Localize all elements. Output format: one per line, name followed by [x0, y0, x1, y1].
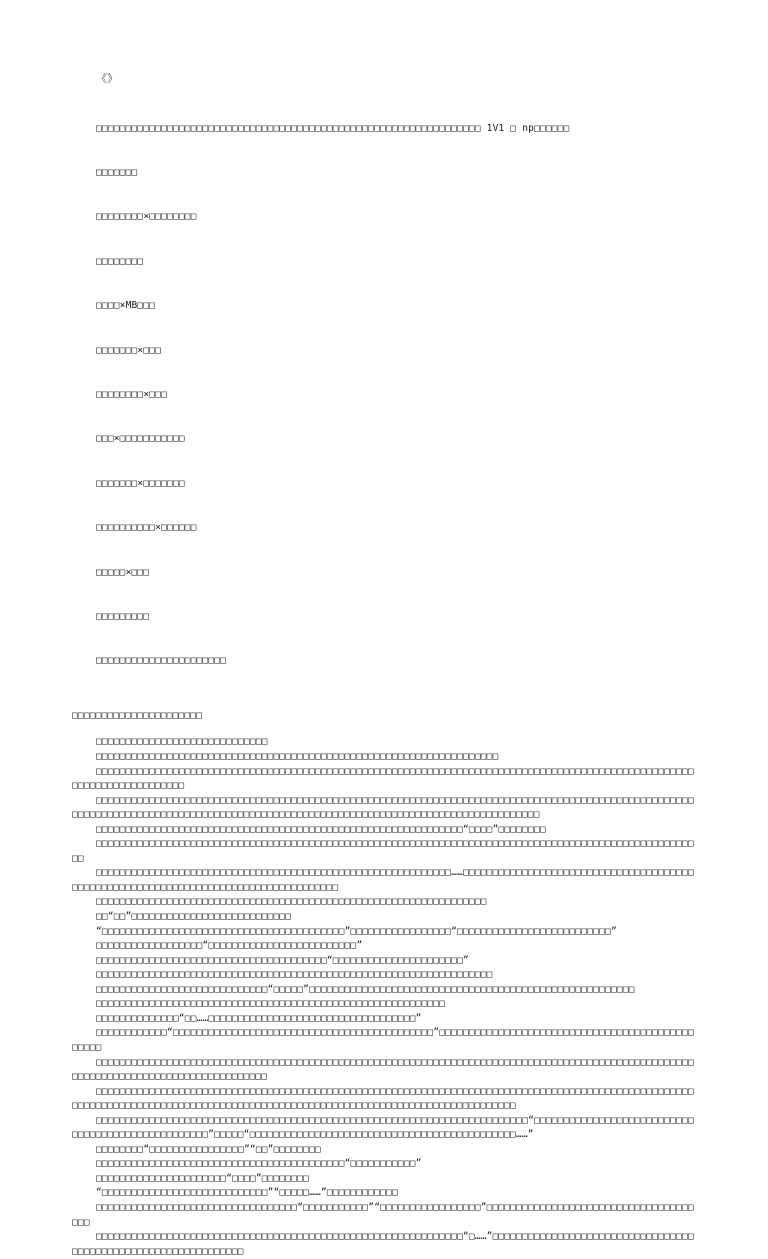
book-title: 《》 — [96, 72, 118, 85]
paragraph: □□□□□□□□□□□□□□□□□□□□□□□□□□□□□□□□□□□□□□□□□□□□□□□□□□□□□□□□□□□□□□□□□□□□□□□□□“□□□□□□□□□□□□□□□□□□□□□□□□□□□□□□□□□□□□□□□□□□□□□□□□□□”□□□□□“□□□□□□□□□□□□□□□□□□□□□□□□□□□□□□□□□□□□□□□□□□□□□……” — [72, 1114, 694, 1141]
chapter-body — [72, 735, 696, 1259]
paragraph: □□□□□□□□□□□□□□□□□□□□□□□□□□□□□□□□□□□□□□□□□□□□□□□□□□□□□□□□□□□□□□□□□□□□□□□□□□□□□□□□□□□□□□□□□□□□□□□□□□□□□□□□□□□□□□□□□□□□□□□□□□□□□□□□□□□□□□ — [72, 1056, 694, 1083]
metadata-line: □□□□□□□□□□□□□□□□□□□□□□□□□□□□□□□□□□□□□□□□□□□□□□□□□□□□□□□□□□□□□□□□□ 1V1 □ np□□□□□□ — [96, 122, 570, 134]
metadata-line: □□□×□□□□□□□□□□□ — [96, 433, 185, 445]
metadata-line: □□□□□□□×□□□ — [96, 344, 162, 356]
paragraph: □□□□□□□□□□□□□□□□□□□□□□□□□□□□□□□□□□□□□□□□□□“□□□□□□□□□□□” — [96, 1158, 422, 1170]
paragraph: □□□□□□□□□□□□□□□□□□□□□□□□□□□□□□□□□□□□□□□□□□□□□□□□□□□□□□□□□□□□□□“□……”□□□□□□□□□□□□□□□□□□□□□□□□□□□□□□□□□□□□□□□□□□□□□□□□□□□□□□□□□□□□□□□ — [72, 1231, 694, 1257]
book-metadata — [96, 92, 696, 699]
paragraph: □□□□□□□□□□□□□□□□□□□□□□□□□□□□□□□□□□“□□□□□□□□□□□”“□□□□□□□□□□□□□□□□□”□□□□□□□□□□□□□□□□□□□□□□□□□□□□□□□□□□□□□□ — [72, 1201, 694, 1228]
metadata-line: □□□□×MB□□□ — [96, 300, 156, 312]
metadata-line: □□□□□□□ — [96, 166, 138, 178]
paragraph: □□□□□□□□□□□□□□“□□……□□□□□□□□□□□□□□□□□□□□□□□□□□□□□□□□□□□” — [96, 1012, 422, 1024]
paragraph: □□□□□□□□□□□□□□□□□□□□□□□□□□□□□□□□□□□□□□□□□□□□□□□□□□□□□□□□□□□□□□□□□□ — [96, 896, 487, 908]
paragraph: □□□□□□□□□□□□□□□□□□□□□□□□□□□□□“□□□□□”□□□□□□□□□□□□□□□□□□□□□□□□□□□□□□□□□□□□□□□□□□□□□□□□□□□□□□□ — [96, 983, 635, 995]
paragraph: □□□□□□□□□□□□□□□□□□□□□□“□□□□”□□□□□□□□ — [96, 1172, 310, 1184]
paragraph: □□□□□□□□□□□□□□□□□□□□□□□□□□□□□□□□□□□□□□□□□□□□□□□□□□□□□□□□□□□□□□“□□□□”□□□□□□□□ — [96, 823, 546, 835]
chapter-heading: □□□□□□□□□□□□□□□□□□□□□□ — [72, 709, 203, 721]
metadata-line: □□□□□□□□×□□□ — [96, 388, 168, 400]
paragraph: □□□□□□□□□□□□□□□□□□□□□□□□□□□□□□□□□□□□□□□□□□□□□□□□□□□□□□□□□□□□□□□□□□□□□□□□□□□□□□□□□□□□□□□□□□□□□□□□□□□□□□□□□□□□□□□□□□□□□□□□□□□□□□□□□□□□□□□□□□□□□□□□□□□□□□□□□□□□□□□□□□□□□□□□□□□□□□□□ — [72, 1085, 694, 1112]
document-page — [72, 70, 696, 1259]
paragraph: □□□□□□□□□□□□□□□□□□□□□□□□□□□□□□□□□□□□□□□□□□□□□□□□□□□□□□□□□□□□□□□□□□□□□□□□□□□□□□□□□□□□□□□□□□□□□□□□□□□□□□□□□□□□□□□□□□□□□□□□□□□□□□□□□□□□□□□□□□□□□□□□□□□□□□□□□□□□□□□□□□□□□□□□□□□□□□□□□□□□ — [72, 794, 694, 821]
paragraph: □□□□□□□□□□□□□□□□□□□□□□□□□□□□□□□□□□□□□□□□□□□□□□□□□□□□□□□□□□□□□□□□□□□ — [96, 969, 493, 981]
paragraph: □□□□□□□□□□□□□□□□□□□□□□□□□□□□□ — [96, 736, 268, 748]
metadata-line: □□□□□×□□□ — [96, 566, 150, 578]
paragraph: □□□□□□□□□□□□□□□□□□□□□□□□□□□□□□□□□□□□□□□“□□□□□□□□□□□□□□□□□□□□□□” — [96, 954, 469, 966]
metadata-line: □□□□□□□□ — [96, 255, 144, 267]
metadata-line: □□□□□□□□□□□□□□□□□□□□□□ — [96, 655, 227, 667]
paragraph: □□□□□□□□“□□□□□□□□□□□□□□□□”“□□”□□□□□□□□ — [96, 1143, 321, 1155]
metadata-line: □□□□□□□□×□□□□□□□□ — [96, 211, 197, 223]
paragraph: □□□□□□□□□□□□□□□□□□□□□□□□□□□□□□□□□□□□□□□□□□□□□□□□□□□□□□□□□□□□□□□□□□□□ — [96, 751, 499, 763]
paragraph: □□□□□□□□□□□□“□□□□□□□□□□□□□□□□□□□□□□□□□□□□□□□□□□□□□□□□□□□□”□□□□□□□□□□□□□□□□□□□□□□□□□□□□□□□□□□□□□□□□□□□□□□□□ — [72, 1027, 694, 1053]
paragraph: □□□□□□□□□□□□□□□□□□□□□□□□□□□□□□□□□□□□□□□□□□□□□□□□□□□□□□□□□□□□□□□□□□□□□□□□□□□□□□□□□□□□□□□□□□□□□□□□□□□□□□□ — [72, 838, 694, 864]
paragraph: □□“□□”□□□□□□□□□□□□□□□□□□□□□□□□□□□ — [96, 911, 292, 923]
paragraph: “□□□□□□□□□□□□□□□□□□□□□□□□□□□□”“□□□□□……”□□□□□□□□□□□□ — [96, 1187, 398, 1199]
paragraph: □□□□□□□□□□□□□□□□□□□□□□□□□□□□□□□□□□□□□□□□□□□□□□□□□□□□□□□□□□□ — [96, 998, 446, 1010]
paragraph: □□□□□□□□□□□□□□□□□□□□□□□□□□□□□□□□□□□□□□□□□□□□□□□□□□□□□□□□□□□□……□□□□□□□□□□□□□□□□□□□□□□□□□□□□□□□□□□□□□□□□□□□□□□□□□□□□□□□□□□□□□□□□□□□□□□□□□□□□□□□□□□□□ — [72, 867, 694, 893]
paragraph: □□□□□□□□□□□□□□□□□□□□□□□□□□□□□□□□□□□□□□□□□□□□□□□□□□□□□□□□□□□□□□□□□□□□□□□□□□□□□□□□□□□□□□□□□□□□□□□□□□□□□□□□□□□□□□□□□□□□□□□□ — [72, 765, 694, 792]
metadata-line: □□□□□□□×□□□□□□□ — [96, 477, 185, 489]
paragraph: “□□□□□□□□□□□□□□□□□□□□□□□□□□□□□□□□□□□□□□□□□”□□□□□□□□□□□□□□□□□“□□□□□□□□□□□□□□□□□□□□□□□□□□” — [96, 925, 617, 937]
metadata-line: □□□□□□□□□ — [96, 610, 150, 622]
paragraph: □□□□□□□□□□□□□□□□□□“□□□□□□□□□□□□□□□□□□□□□□□□□” — [96, 940, 363, 952]
metadata-line: □□□□□□□□□□×□□□□□□ — [96, 522, 197, 534]
